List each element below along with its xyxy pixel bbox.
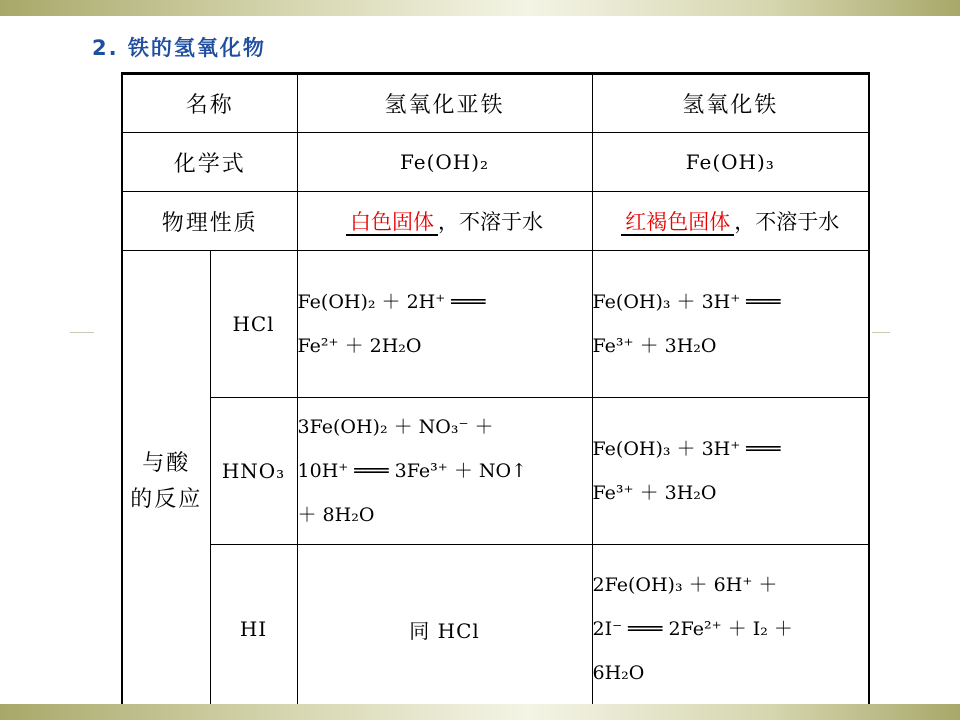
header-ferric-hydroxide: 氢氧化铁 [592,74,869,133]
header-row [122,74,869,133]
hcl-row [122,251,869,398]
physical-ferrous [297,192,592,251]
left-edge-line [70,332,94,333]
hno3-ferrous-equation [297,398,592,545]
iron-hydroxide-table [121,72,870,714]
hcl-ferrous-line1: Fe(OH)₂ ＋ 2H⁺ ═══ [297,291,486,313]
acid-hi: HI [210,545,297,714]
header-ferrous-hydroxide: 氢氧化亚铁 [297,74,592,133]
hno3-ferric-line2: Fe³⁺ ＋ 3H₂O [592,482,717,504]
bottom-decor-band [0,704,960,720]
hi-ferrous-same-as-hcl: 同 HCl [297,545,592,714]
formula-label: 化学式 [122,133,297,192]
formula-row [122,133,869,192]
physical-label: 物理性质 [122,192,297,251]
acid-label-line2: 的反应 [130,487,203,512]
formula-ferric: Fe(OH)₃ [592,133,869,192]
right-edge-line [872,332,890,333]
solubility-ferrous: ，不溶于水 [438,210,544,234]
hi-ferric-line1: 2Fe(OH)₃ ＋ 6H⁺ ＋ [592,574,778,597]
hi-ferric-equation [592,545,869,714]
hi-ferric-line3: 6H₂O [592,662,645,685]
hno3-ferrous-line3: ＋ 8H₂O [297,504,375,526]
acid-reaction-label [122,251,210,714]
hno3-row [122,398,869,545]
hcl-ferrous-equation [297,251,592,398]
color-ferric: 红褐色固体 [621,210,734,236]
header-name: 名称 [122,74,297,133]
hno3-ferrous-line1: 3Fe(OH)₂ ＋ NO₃⁻ ＋ [297,416,494,438]
acid-hcl: HCl [210,251,297,398]
solubility-ferric: ，不溶于水 [734,210,840,234]
physical-ferric [592,192,869,251]
hcl-ferric-equation [592,251,869,398]
acid-label-line1: 与酸 [142,451,191,476]
slide-title: 2. 铁的氢氧化物 [92,36,266,60]
hno3-ferric-equation [592,398,869,545]
formula-ferrous: Fe(OH)₂ [297,133,592,192]
hno3-ferric-line1: Fe(OH)₃ ＋ 3H⁺ ═══ [592,438,781,460]
top-decor-band [0,0,960,16]
hno3-ferrous-line2: 10H⁺ ═══ 3Fe³⁺ ＋ NO↑ [297,460,528,482]
color-ferrous: 白色固体 [346,210,438,236]
hcl-ferrous-line2: Fe²⁺ ＋ 2H₂O [297,335,422,357]
hcl-ferric-line1: Fe(OH)₃ ＋ 3H⁺ ═══ [592,291,781,313]
physical-row [122,192,869,251]
acid-hno3: HNO₃ [210,398,297,545]
hi-ferric-line2: 2I⁻ ═══ 2Fe²⁺ ＋ I₂ ＋ [592,618,793,641]
hi-row [122,545,869,714]
hcl-ferric-line2: Fe³⁺ ＋ 3H₂O [592,335,717,357]
